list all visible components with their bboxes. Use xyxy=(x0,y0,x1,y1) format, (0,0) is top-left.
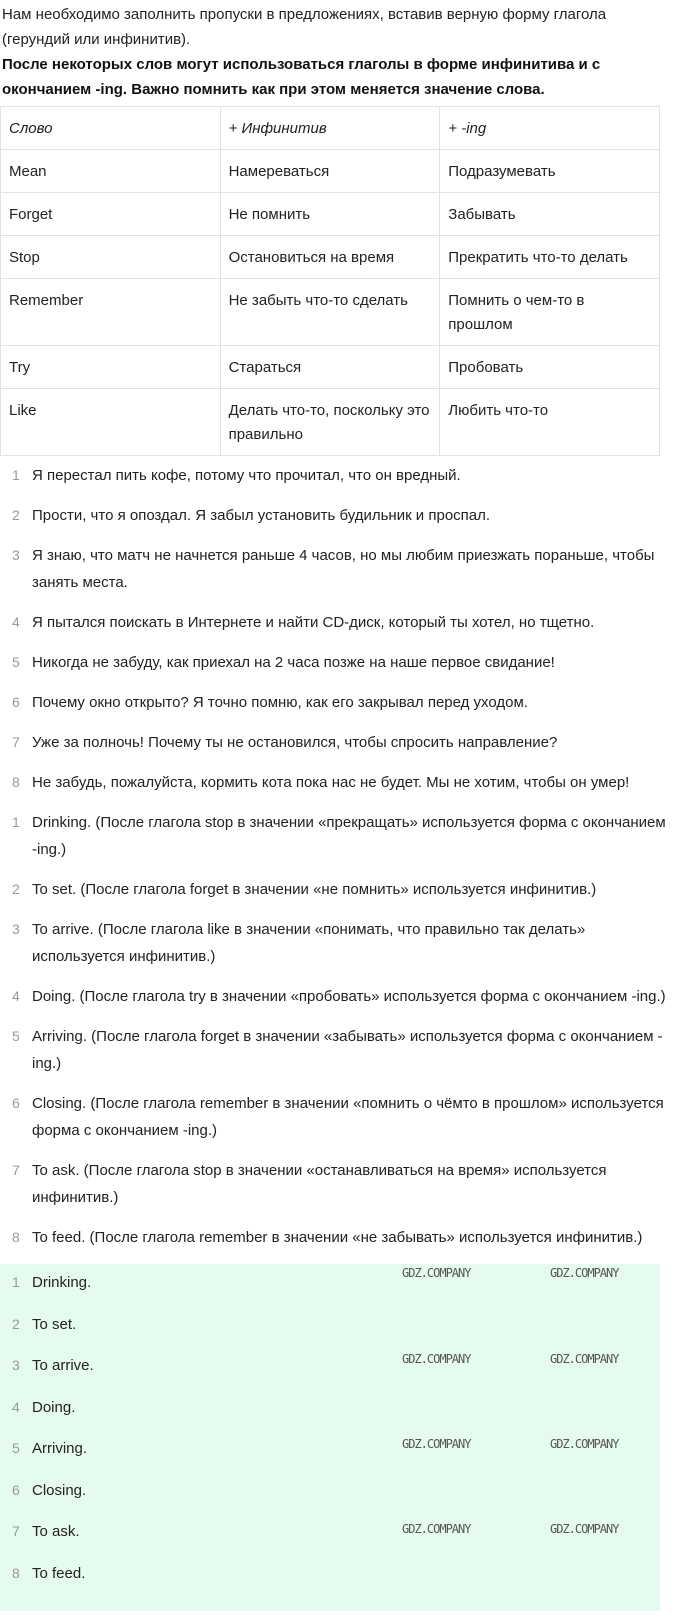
item-number: 6 xyxy=(12,1481,20,1498)
item-text: Arriving. (После глагола forget в значении «забывать» используется форма с окончанием -ing.) xyxy=(32,1028,663,1072)
answer-item xyxy=(0,1477,380,1504)
ing-cell: Подразумевать xyxy=(440,150,660,193)
translation-item xyxy=(0,609,680,636)
item-text: Doing. xyxy=(32,1398,76,1416)
item-number: 8 xyxy=(12,1564,20,1581)
answer-item xyxy=(0,1311,380,1338)
watermark: GDZ.COMPANY xyxy=(402,1352,471,1366)
watermark: GDZ.COMPANY xyxy=(402,1522,471,1536)
item-number: 4 xyxy=(12,1398,20,1415)
header-word: Слово xyxy=(1,107,221,150)
word-cell: Mean xyxy=(1,150,221,193)
infinitive-cell: Стараться xyxy=(220,346,440,389)
watermark: GDZ.COMPANY xyxy=(402,1437,471,1451)
word-cell: Forget xyxy=(1,193,221,236)
item-number: 2 xyxy=(12,507,20,523)
infinitive-cell: Не помнить xyxy=(220,193,440,236)
item-text: To feed. (После глагола remember в значении «не забывать» используется инфинитив.) xyxy=(32,1229,643,1246)
answer-list xyxy=(0,1264,660,1611)
infinitive-cell: Намереваться xyxy=(220,150,440,193)
answer-item xyxy=(0,1560,380,1587)
item-number: 5 xyxy=(12,1440,20,1456)
item-text: Arriving. xyxy=(32,1440,88,1457)
item-text: To feed. xyxy=(32,1564,86,1582)
table-row xyxy=(1,389,660,456)
ing-cell: Любить что-то xyxy=(440,389,660,456)
item-number: 4 xyxy=(12,614,20,630)
ing-cell: Прекратить что-то делать xyxy=(440,236,660,279)
item-text: Никогда не забуду, как приехал на 2 часа позже на наше первое свидание! xyxy=(32,654,555,671)
header-ing: + -ing xyxy=(440,107,660,150)
translation-item xyxy=(0,689,680,716)
answer-item xyxy=(0,1352,380,1379)
item-text: Уже за полночь! Почему ты не остановился, чтобы спросить направление? xyxy=(32,734,558,751)
answer-item xyxy=(0,1518,380,1545)
explanation-item xyxy=(0,1090,680,1144)
item-number: 8 xyxy=(12,774,20,790)
explanation-item xyxy=(0,1224,680,1251)
item-number: 7 xyxy=(12,1523,20,1539)
rule-text: После некоторых слов могут использоваться глаголы в форме инфинитива и с окончанием -ing. Важно помнить как при этом меняется значение слова. xyxy=(2,56,601,98)
item-number: 5 xyxy=(12,1028,20,1044)
item-text: Doing. (После глагола try в значении «пробовать» используется форма с окончанием -ing.) xyxy=(32,988,666,1005)
item-text: To arrive. xyxy=(32,1357,94,1374)
answer-item xyxy=(0,1435,380,1462)
table-row xyxy=(1,279,660,346)
answer-item xyxy=(0,1269,380,1296)
item-text: Closing. xyxy=(32,1481,87,1499)
explanation-list xyxy=(0,809,680,1251)
watermark: GDZ.COMPANY xyxy=(550,1266,619,1280)
item-number: 1 xyxy=(12,467,20,483)
explanation-item xyxy=(0,983,680,1010)
table-row xyxy=(1,193,660,236)
item-text: Прости, что я опоздал. Я забыл установить будильник и проспал. xyxy=(32,507,491,524)
item-number: 5 xyxy=(12,654,20,670)
item-number: 3 xyxy=(12,547,20,563)
table-row xyxy=(1,236,660,279)
item-number: 7 xyxy=(12,734,20,750)
item-text: Drinking. xyxy=(32,1274,92,1291)
translation-list xyxy=(0,456,680,796)
intro xyxy=(0,0,680,102)
item-text: Я пытался поискать в Интернете и найти CD-диск, который ты хотел, но тщетно. xyxy=(32,614,595,631)
table-row xyxy=(1,150,660,193)
translation-item xyxy=(0,769,680,796)
word-cell: Like xyxy=(1,389,221,456)
word-cell: Remember xyxy=(1,279,221,346)
item-text: To arrive. (После глагола like в значении «понимать, что правильно так делать» используется инфинитив.) xyxy=(32,921,586,965)
item-text: Не забудь, пожалуйста, кормить кота пока нас не будет. Мы не хотим, чтобы он умер! xyxy=(32,774,630,791)
header-infinitive: + Инфинитив xyxy=(220,107,440,150)
translation-item xyxy=(0,542,680,596)
ing-cell: Забывать xyxy=(440,193,660,236)
item-number: 8 xyxy=(12,1229,20,1245)
item-number: 2 xyxy=(12,881,20,897)
infinitive-cell: Делать что-то, поскольку это правильно xyxy=(220,389,440,456)
item-number: 7 xyxy=(12,1162,20,1178)
table-header xyxy=(1,107,660,150)
item-text: To set. xyxy=(32,1315,77,1333)
item-number: 1 xyxy=(12,814,20,830)
explanation-item xyxy=(0,876,680,903)
watermark: GDZ.COMPANY xyxy=(402,1266,471,1280)
item-text: To ask. (После глагола stop в значении «останавливаться на время» используется инфинитив.) xyxy=(32,1162,607,1206)
table-row xyxy=(1,346,660,389)
explanation-item xyxy=(0,916,680,970)
word-cell: Try xyxy=(1,346,221,389)
task-text: Нам необходимо заполнить пропуски в предложениях, вставив верную форму глагола (герундий или инфинитив). xyxy=(2,6,607,48)
item-number: 4 xyxy=(12,988,20,1004)
item-number: 6 xyxy=(12,694,20,710)
word-cell: Stop xyxy=(1,236,221,279)
item-text: Почему окно открыто? Я точно помню, как его закрывал перед уходом. xyxy=(32,694,528,711)
infinitive-cell: Остановиться на время xyxy=(220,236,440,279)
item-text: Drinking. (После глагола stop в значении «прекращать» используется форма с окончанием -ing.) xyxy=(32,814,666,858)
explanation-item xyxy=(0,1023,680,1077)
item-text: To set. (После глагола forget в значении «не помнить» используется инфинитив.) xyxy=(32,881,597,898)
answer-item xyxy=(0,1394,380,1421)
item-number: 2 xyxy=(12,1315,20,1332)
item-text: Я знаю, что матч не начнется раньше 4 часов, но мы любим приезжать пораньше, чтобы занять места. xyxy=(32,547,655,591)
explanation-item xyxy=(0,809,680,863)
ing-cell: Помнить о чем-то в прошлом xyxy=(440,279,660,346)
watermark: GDZ.COMPANY xyxy=(550,1522,619,1536)
translation-item xyxy=(0,729,680,756)
item-text: Я перестал пить кофе, потому что прочитал, что он вредный. xyxy=(32,467,461,484)
translation-item xyxy=(0,502,680,529)
item-number: 3 xyxy=(12,921,20,937)
translation-item xyxy=(0,649,680,676)
translation-item xyxy=(0,462,680,489)
watermark: GDZ.COMPANY xyxy=(550,1437,619,1451)
item-text: To ask. xyxy=(32,1523,80,1540)
infinitive-cell: Не забыть что-то сделать xyxy=(220,279,440,346)
verb-table xyxy=(0,106,660,456)
ing-cell: Пробовать xyxy=(440,346,660,389)
item-number: 3 xyxy=(12,1357,20,1373)
item-text: Closing. (После глагола remember в значении «помнить о чёмто в прошлом» используется форма с окончанием -ing.) xyxy=(32,1095,664,1139)
item-number: 6 xyxy=(12,1095,20,1111)
watermark: GDZ.COMPANY xyxy=(550,1352,619,1366)
explanation-item xyxy=(0,1157,680,1211)
item-number: 1 xyxy=(12,1274,20,1290)
